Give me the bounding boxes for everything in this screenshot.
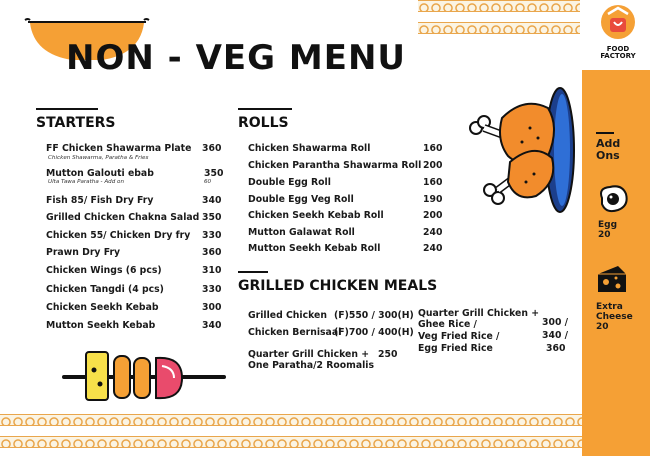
top-pattern-band-2 xyxy=(418,22,580,34)
brand-line2: FACTORY xyxy=(600,52,636,60)
brand-logo xyxy=(594,4,642,66)
starters-heading: STARTERS xyxy=(36,115,116,131)
brand-line1: FOOD xyxy=(606,45,630,53)
starter-item-price: 360 xyxy=(202,143,222,154)
addons-sidebar xyxy=(582,70,650,456)
grilled-item-price: (F)550 / 300(H) xyxy=(334,310,414,321)
addon-egg-price: 20 xyxy=(598,230,611,240)
grilled-right-line: Quarter Grill Chicken + xyxy=(418,308,539,319)
starter-item-name: Prawn Dry Fry xyxy=(46,247,121,258)
starter-item-price: 350 xyxy=(202,212,222,223)
addons-rule xyxy=(596,132,614,134)
grilled-right-line: Ghee Rice / xyxy=(418,319,477,330)
starter-item-name: Mutton Galouti ebab xyxy=(46,168,154,179)
grilled-heading: GRILLED CHICKEN MEALS xyxy=(238,278,438,294)
starter-item-name: FF Chicken Shawarma Plate xyxy=(46,143,192,154)
rolls-heading: ROLLS xyxy=(238,115,289,131)
roll-item-name: Chicken Parantha Shawarma Roll xyxy=(248,160,422,171)
roll-item-name: Chicken Shawarma Roll xyxy=(248,143,371,154)
starter-item-price: 340 xyxy=(202,195,222,206)
starter-item-name: Fish 85/ Fish Dry Fry xyxy=(46,195,154,206)
roll-item-name: Chicken Seekh Kebab Roll xyxy=(248,210,384,221)
addon-cheese-price: 20 xyxy=(596,322,609,332)
roll-item-name: Double Egg Roll xyxy=(248,177,331,188)
starter-item-price: 350 xyxy=(204,168,224,179)
addon-cheese-name1: Extra xyxy=(596,302,623,312)
grilled-rule xyxy=(238,271,268,273)
starter-item-price: 360 xyxy=(202,247,222,258)
roll-item-price: 200 xyxy=(423,160,443,171)
bottom-pattern-band-2 xyxy=(0,436,582,448)
grilled-item-name: Grilled Chicken xyxy=(248,310,327,321)
starter-item-name: Chicken Wings (6 pcs) xyxy=(46,265,162,276)
addon-egg xyxy=(598,220,617,240)
roll-item-name: Double Egg Veg Roll xyxy=(248,194,354,205)
starter-item-price: 330 xyxy=(202,230,222,241)
rolls-rule xyxy=(238,108,292,110)
starter-item-price: 300 xyxy=(202,302,222,313)
starter-item-sub-price: 60 xyxy=(204,179,212,185)
cheese-icon xyxy=(596,264,628,294)
roll-item-price: 240 xyxy=(423,243,443,254)
grilled-item-name: Chicken Bernisaal xyxy=(248,327,342,338)
starters-rule xyxy=(36,108,98,110)
starter-item-price: 340 xyxy=(202,320,222,331)
starter-item-sub: Chicken Shawarma, Paratha & Fries xyxy=(48,155,149,161)
starter-item-name: Chicken Seekh Kebab xyxy=(46,302,159,313)
starter-item-name: Chicken Tangdi (4 pcs) xyxy=(46,284,164,295)
grilled-right-line: Veg Fried Rice / xyxy=(418,331,500,342)
logo-icon xyxy=(594,4,642,42)
starter-item-name: Chicken 55/ Chicken Dry fry xyxy=(46,230,191,241)
roll-item-price: 160 xyxy=(423,177,443,188)
roll-item-price: 160 xyxy=(423,143,443,154)
starter-item-sub: Ulta Tawa Paratha - Add on xyxy=(48,179,125,185)
roll-item-price: 190 xyxy=(423,194,443,205)
drumstick-icon xyxy=(464,78,584,218)
grilled-right-price: 340 / xyxy=(542,330,569,341)
grilled-item-price: (F)700 / 400(H) xyxy=(334,327,414,338)
roll-item-name: Mutton Galawat Roll xyxy=(248,227,355,238)
roll-item-price: 200 xyxy=(423,210,443,221)
skewer-icon xyxy=(62,344,228,404)
grilled-item-price: 250 xyxy=(378,349,398,360)
addon-cheese xyxy=(596,302,633,332)
starter-item-price: 310 xyxy=(202,265,222,276)
roll-item-name: Mutton Seekh Kebab Roll xyxy=(248,243,381,254)
starter-item-name: Mutton Seekh Kebab xyxy=(46,320,156,331)
bottom-pattern-band xyxy=(0,414,582,426)
addon-cheese-name2: Cheese xyxy=(596,312,633,322)
grilled-right-price: 300 / xyxy=(542,317,569,328)
addons-heading-line2: Ons xyxy=(596,149,620,162)
page-title: NON - VEG MENU xyxy=(66,38,407,78)
top-pattern-band xyxy=(418,0,580,12)
addon-egg-name: Egg xyxy=(598,220,618,230)
egg-icon xyxy=(596,184,630,214)
starter-item-name: Grilled Chicken Chakna Salad xyxy=(46,212,200,223)
addons-heading xyxy=(596,138,620,162)
grilled-right-price: 360 xyxy=(546,343,566,354)
addons-heading-line1: Add xyxy=(596,137,621,150)
roll-item-price: 240 xyxy=(423,227,443,238)
starter-item-price: 330 xyxy=(202,284,222,295)
grilled-item-name-line2: One Paratha/2 Roomalis xyxy=(248,360,374,371)
grilled-item-name-line1: Quarter Grill Chicken + xyxy=(248,349,369,360)
grilled-right-line: Egg Fried Rice xyxy=(418,343,493,354)
